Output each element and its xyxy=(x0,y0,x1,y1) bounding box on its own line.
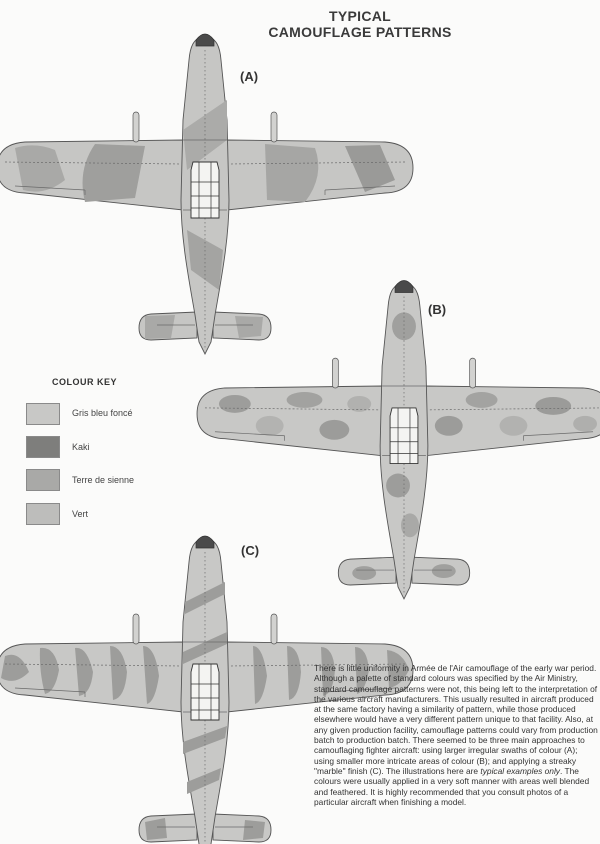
pattern-label-a: (A) xyxy=(240,69,259,84)
description-emphasis: typical examples only xyxy=(480,765,560,776)
swatch-label-gris-bleu-fonce: Gris bleu foncé xyxy=(72,408,133,418)
description-part-1: There is little uniformity in Armée de l'Air camouflage of the early war period. Although a palette of standard colours was specified by the Air Ministry, standard camouflage patterns were not, this being left to the interpretation of the various aircraft manufacturers. This usually resulted in aircraft produced at the same factory having a similarity of pattern, while those produced elsewhere would have a very different pattern unique to that facility. Also, at any given production facility, camouflage patterns could vary from production batch to production batch. There seemed to be three main approaches to camouflaging fighter aircraft: using larger irregular swaths of colour (A); using smaller more intricate areas of colour (B); and applying a streaky "marble" finish (C). The illustrations here are xyxy=(314,663,598,776)
aircraft-a xyxy=(0,34,413,354)
title-line-2: CAMOUFLAGE PATTERNS xyxy=(268,24,452,40)
title-line-1: TYPICAL xyxy=(329,8,391,24)
swatch-vert xyxy=(26,503,60,525)
description-text xyxy=(314,663,598,807)
aircraft-a-body xyxy=(0,34,413,354)
swatch-terre-de-sienne xyxy=(26,469,60,491)
pattern-label-c: (C) xyxy=(241,543,260,558)
swatch-gris-bleu-fonce xyxy=(26,403,60,425)
swatch-label-kaki: Kaki xyxy=(72,442,90,452)
swatch-label-terre-de-sienne: Terre de sienne xyxy=(72,475,135,485)
swatch-label-vert: Vert xyxy=(72,509,89,519)
swatch-kaki xyxy=(26,436,60,458)
colour-key-title: COLOUR KEY xyxy=(52,377,118,387)
description-part-2: . The colours were usually applied in a very soft manner with areas well blended and feathered. It is highly recommended that you consult photos of a particular aircraft when finishing a model. xyxy=(314,765,590,807)
pattern-label-b: (B) xyxy=(428,302,447,317)
